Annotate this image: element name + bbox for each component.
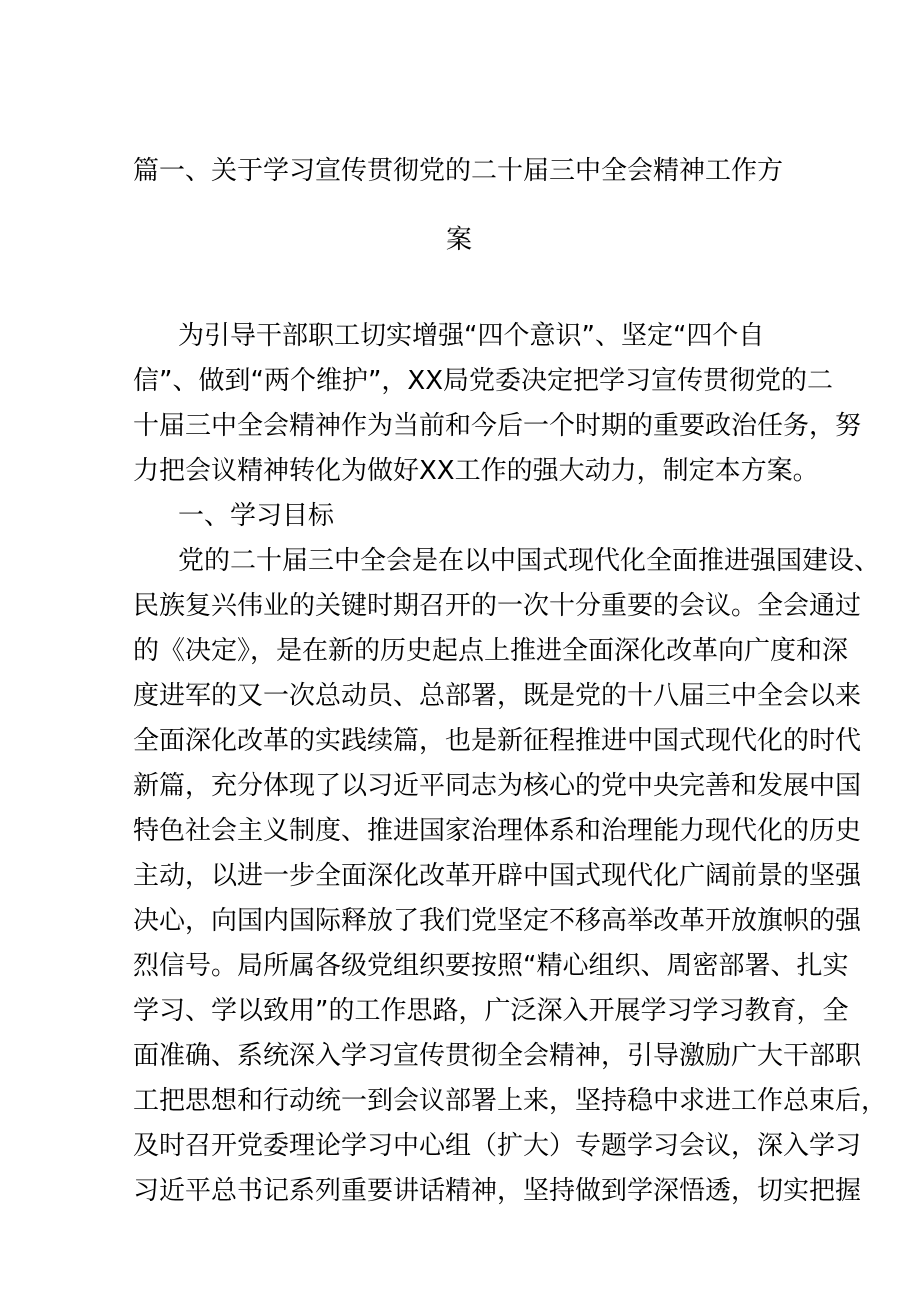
body-line: 民族复兴伟业的关键时期召开的一次十分重要的会议。全会通过 [133,591,862,621]
body-line: 特色社会主义制度、推进国家治理体系和治理能力现代化的历史 [133,816,862,846]
body-line: 全面深化改革的实践续篇，也是新征程推进中国式现代化的时代 [133,726,862,756]
body-line: 党的二十届三中全会是在以中国式现代化全面推进强国建设、 [178,546,881,576]
section-heading: 一、学习目标 [178,501,335,531]
body-line: 十届三中全会精神作为当前和今后一个时期的重要政治任务，努 [133,411,862,441]
body-line: 习近平总书记系列重要讲话精神，坚持做到学深悟透，切实把握 [133,1176,862,1206]
body-line: 的《决定》，是在新的历史起点上推进全面深化改革向广度和深 [133,636,849,666]
body-line: 及时召开党委理论学习中心组（扩大）专题学习会议，深入学习 [133,1131,862,1161]
document-title-line-1: 篇一、关于学习宣传贯彻党的二十届三中全会精神工作方 [133,156,784,186]
body-line: 决心，向国内国际释放了我们党坚定不移高举改革开放旗帜的强 [133,906,862,936]
body-line: 学习、学以致用”的工作思路，广泛深入开展学习学习教育，全 [133,996,849,1026]
body-line: 信”、做到“两个维护”，XX局党委决定把学习宣传贯彻党的二 [133,366,834,396]
body-line: 工把思想和行动统一到会议部署上来，坚持稳中求进工作总束后， [133,1086,888,1116]
body-line: 力把会议精神转化为做好XX工作的强大动力，制定本方案。 [133,456,819,486]
body-line: 为引导干部职工切实增强“四个意识”、坚定“四个自 [178,321,765,351]
document-title-line-2: 案 [446,225,473,255]
body-line: 面准确、系统深入学习宣传贯彻全会精神，引导激励广大干部职 [133,1041,862,1071]
body-line: 主动，以进一步全面深化改革开辟中国式现代化广阔前景的坚强 [133,861,862,891]
body-line: 度进军的又一次总动员、总部署，既是党的十八届三中全会以来 [133,681,862,711]
body-line: 新篇，充分体现了以习近平同志为核心的党中央完善和发展中国 [133,771,862,801]
body-line: 烈信号。局所属各级党组织要按照“精心组织、周密部署、扎实 [133,951,849,981]
